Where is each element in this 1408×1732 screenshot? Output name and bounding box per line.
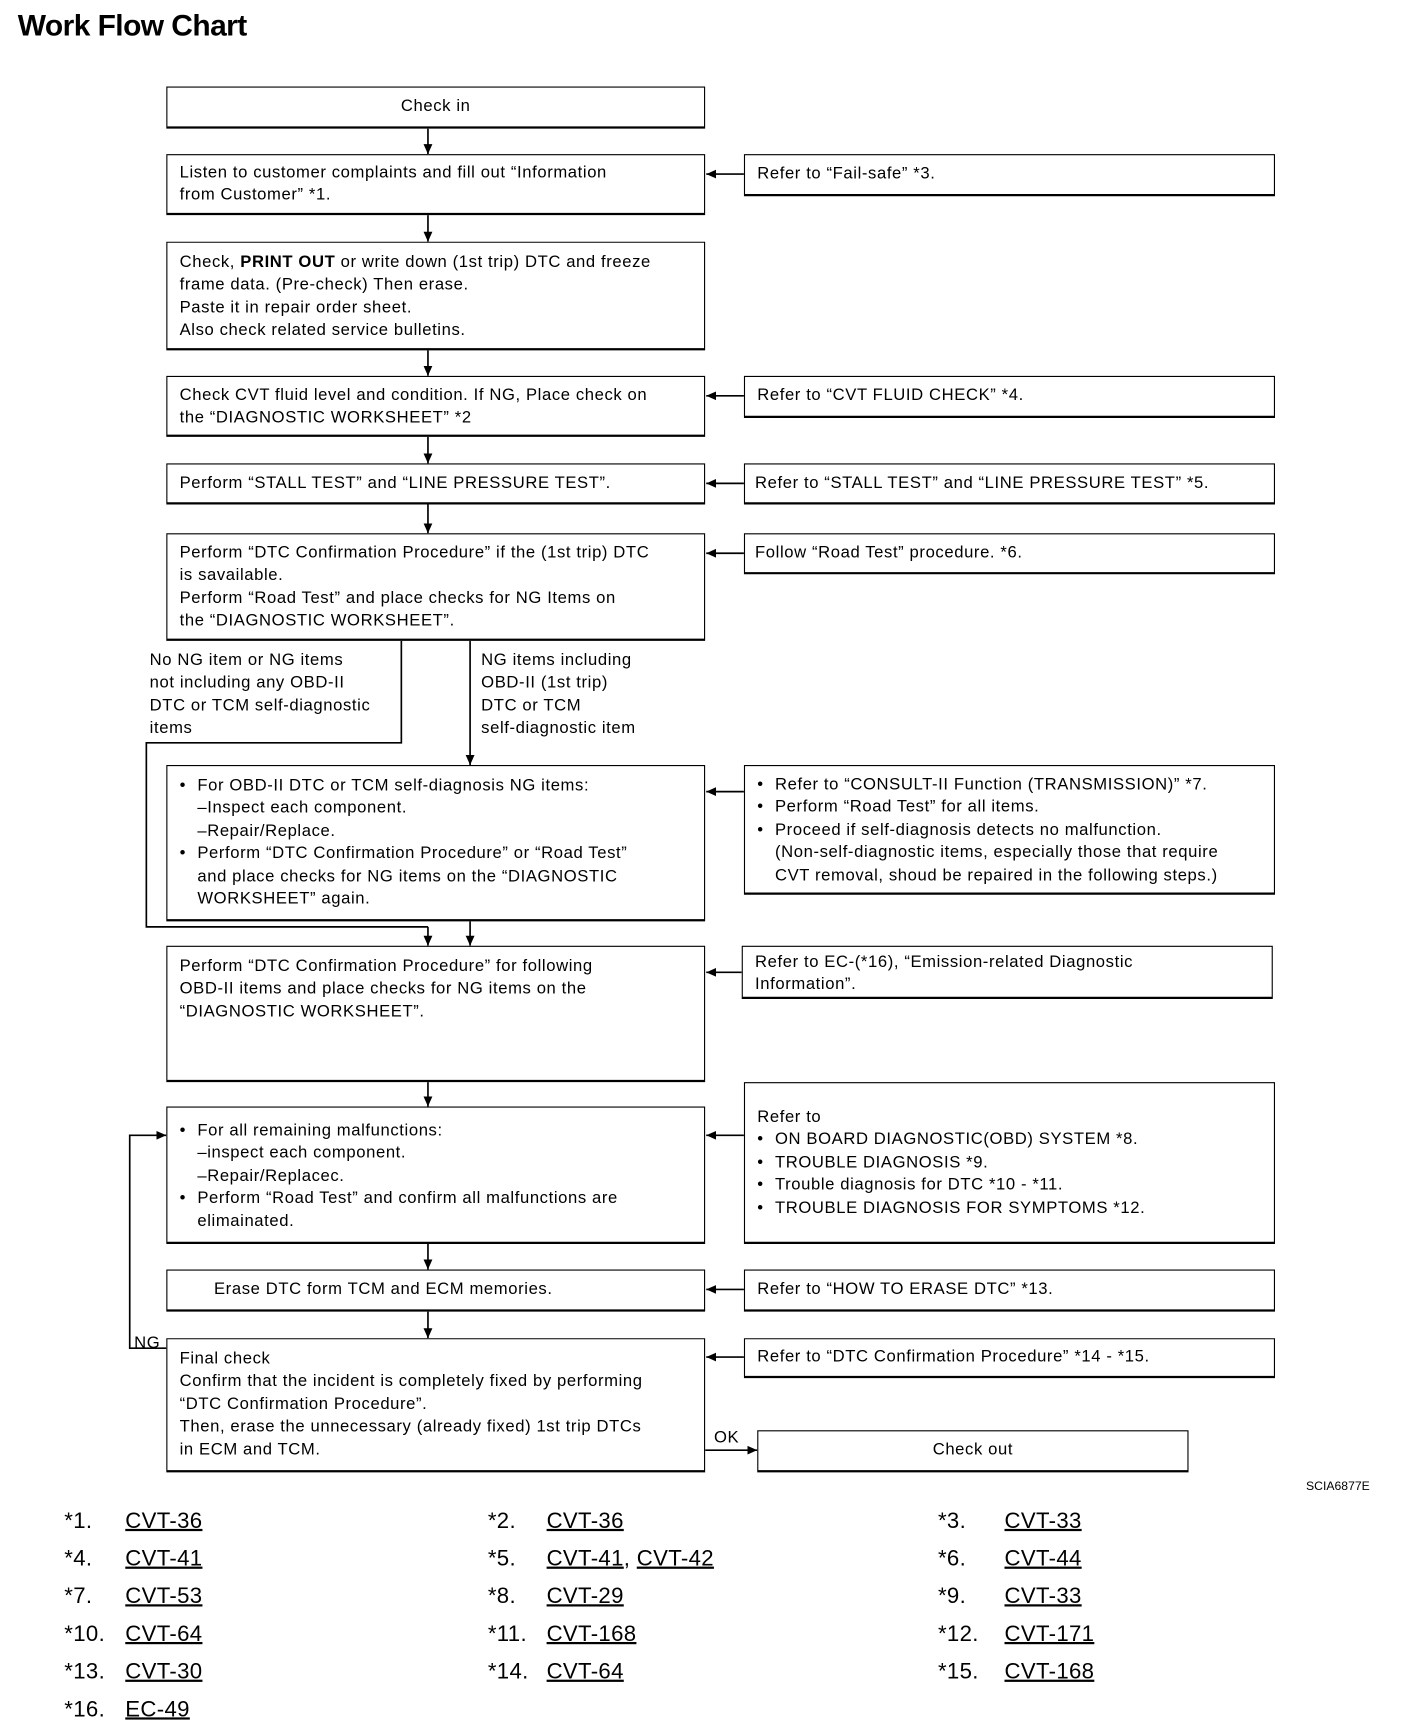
document-code: SCIA6877E bbox=[1306, 1480, 1370, 1494]
ref-erase-box bbox=[744, 1269, 1275, 1311]
footnote-links bbox=[125, 1547, 202, 1573]
fluid-box bbox=[166, 376, 705, 437]
ref-fluid-check-box bbox=[744, 376, 1275, 418]
box-text: Check out bbox=[932, 1440, 1014, 1460]
box-text: Refer to “HOW TO ERASE DTC” *13. bbox=[757, 1279, 1054, 1299]
following-items-box bbox=[166, 946, 705, 1082]
footnote-number: *4. bbox=[64, 1546, 93, 1572]
footnote-number: *5. bbox=[487, 1546, 516, 1572]
footnote-link[interactable]: CVT-64 bbox=[125, 1622, 203, 1647]
print-out-box bbox=[166, 242, 705, 351]
footnote-links bbox=[1004, 1660, 1094, 1686]
footnote-link[interactable]: CVT-30 bbox=[125, 1659, 203, 1685]
box-text: Then, erase the unnecessary (already fixed) 1st trip DTCs bbox=[179, 1417, 642, 1437]
box-text: • For OBD-II DTC or TCM self-diagnosis NG items: bbox=[180, 775, 693, 798]
footnote-number: *13. bbox=[64, 1659, 106, 1685]
box-text: frame data. (Pre-check) Then erase. bbox=[179, 275, 469, 295]
footnote-links bbox=[1004, 1547, 1081, 1573]
footnote-link[interactable]: CVT-41 bbox=[546, 1546, 624, 1572]
footnote-number: *9. bbox=[937, 1584, 967, 1609]
box-text: Refer to bbox=[757, 1107, 822, 1127]
remaining-malfunctions-box bbox=[166, 1106, 705, 1243]
ng-loop-line bbox=[130, 1135, 167, 1348]
footnote-links bbox=[1004, 1622, 1094, 1648]
footnote-links bbox=[547, 1509, 624, 1535]
ref-ec-box bbox=[742, 946, 1273, 999]
footnote-links bbox=[547, 1547, 714, 1573]
box-text: Final check bbox=[179, 1349, 271, 1369]
label-line: OBD-II (1st trip) bbox=[481, 673, 608, 693]
label-line: self-diagnostic item bbox=[481, 718, 636, 738]
bold-text: PRINT OUT bbox=[240, 252, 336, 272]
footnote-links bbox=[1004, 1584, 1081, 1610]
box-text: elimainated. bbox=[197, 1211, 295, 1231]
box-text: Refer to “DTC Confirmation Procedure” *14 - *15. bbox=[757, 1347, 1150, 1367]
ref-stall-box bbox=[744, 463, 1275, 504]
footnote-links bbox=[547, 1660, 624, 1686]
box-text: –Inspect each component. bbox=[197, 798, 408, 818]
ref-diagnosis-box bbox=[744, 1082, 1275, 1244]
box-text: • Trouble diagnosis for DTC *10 - *11. bbox=[757, 1174, 1263, 1197]
obd-items-box bbox=[166, 765, 705, 921]
footnote-number: *6. bbox=[937, 1546, 967, 1572]
footnote-link[interactable]: CVT-33 bbox=[1004, 1508, 1082, 1534]
label-line: not including any OBD-II bbox=[149, 673, 345, 693]
footnote-links bbox=[125, 1697, 190, 1723]
page-title: Work Flow Chart bbox=[17, 8, 247, 43]
box-text: • TROUBLE DIAGNOSIS *9. bbox=[757, 1152, 1263, 1175]
box-text: in ECM and TCM. bbox=[179, 1439, 321, 1459]
listen-box bbox=[166, 154, 705, 215]
box-text: Perform “Road Test” and place checks for NG Items on bbox=[179, 588, 616, 608]
footnote-links bbox=[547, 1584, 624, 1610]
label-line: NG items including bbox=[481, 650, 632, 670]
ok-label: OK bbox=[714, 1428, 740, 1447]
box-text: –Repair/Replace. bbox=[197, 821, 336, 841]
stall-box bbox=[166, 463, 705, 504]
footnote-link[interactable]: CVT-33 bbox=[1004, 1584, 1082, 1609]
footnote-link[interactable]: CVT-29 bbox=[546, 1584, 624, 1609]
box-text: • Proceed if self-diagnosis detects no malfunction. bbox=[757, 819, 1263, 842]
footnote-number: *16. bbox=[64, 1697, 106, 1722]
box-text: Confirm that the incident is completely fixed by performing bbox=[179, 1371, 643, 1391]
box-text: CVT removal, shoud be repaired in the following steps.) bbox=[774, 865, 1218, 885]
box-text: Check CVT fluid level and condition. If NG, Place check on bbox=[179, 385, 648, 405]
box-text: Refer to “Fail-safe” *3. bbox=[757, 164, 936, 184]
footnote-links bbox=[1004, 1509, 1081, 1535]
footnote-number: *10. bbox=[64, 1622, 106, 1647]
label-line: items bbox=[149, 718, 193, 738]
footnote-link[interactable]: CVT-36 bbox=[125, 1508, 203, 1534]
footnote-link[interactable]: CVT-168 bbox=[546, 1622, 637, 1647]
box-text: from Customer” *1. bbox=[179, 185, 332, 205]
box-text: • Perform “Road Test” and confirm all malfunctions are bbox=[180, 1188, 693, 1211]
footnote-link[interactable]: CVT-42 bbox=[636, 1546, 714, 1572]
box-text: the “DIAGNOSTIC WORKSHEET”. bbox=[179, 611, 455, 630]
footnote-number: *12. bbox=[937, 1622, 979, 1647]
dtc-procedure-box bbox=[166, 533, 705, 641]
box-text: Paste it in repair order sheet. bbox=[179, 298, 413, 317]
footnote-link[interactable]: CVT-168 bbox=[1004, 1659, 1095, 1685]
check-in-box bbox=[166, 86, 705, 128]
box-text: Refer to “CVT FLUID CHECK” *4. bbox=[757, 386, 1024, 406]
text: Check, bbox=[179, 252, 241, 272]
ref-road-test-box bbox=[744, 533, 1275, 574]
footnote-links bbox=[125, 1622, 202, 1648]
footnote-links bbox=[125, 1584, 202, 1610]
box-text: Perform “STALL TEST” and “LINE PRESSURE TEST”. bbox=[179, 473, 611, 493]
box-text: Also check related service bulletins. bbox=[179, 320, 466, 340]
footnote-links bbox=[125, 1509, 202, 1535]
footnote-number: *11. bbox=[487, 1622, 527, 1647]
box-text: Refer to “STALL TEST” and “LINE PRESSURE TEST” *5. bbox=[755, 473, 1210, 493]
box-text: Follow “Road Test” procedure. *6. bbox=[755, 543, 1023, 562]
box-text: • TROUBLE DIAGNOSIS FOR SYMPTOMS *12. bbox=[757, 1197, 1263, 1220]
box-text: the “DIAGNOSTIC WORKSHEET” *2 bbox=[179, 408, 472, 428]
box-text: • ON BOARD DIAGNOSTIC(OBD) SYSTEM *8. bbox=[757, 1129, 1263, 1152]
footnote-number: *1. bbox=[64, 1508, 93, 1534]
footnote-links bbox=[125, 1660, 202, 1686]
box-text: Refer to EC-(*16), “Emission-related Diagnostic bbox=[755, 952, 1134, 972]
box-text bbox=[180, 252, 693, 275]
ref-dtc-confirmation-box bbox=[744, 1338, 1275, 1378]
footnote-number: *14. bbox=[487, 1659, 529, 1685]
box-text: –Repair/Replacec. bbox=[197, 1166, 345, 1185]
box-text: Perform “DTC Confirmation Procedure” for following bbox=[179, 956, 593, 976]
box-text: Information”. bbox=[755, 974, 857, 994]
footnote-link[interactable]: CVT-53 bbox=[125, 1584, 203, 1609]
footnote-number: *2. bbox=[487, 1508, 516, 1534]
footnote-number: *7. bbox=[64, 1584, 93, 1609]
footnote-link[interactable]: CVT-171 bbox=[1004, 1622, 1095, 1647]
box-text: OBD-II items and place checks for NG items on the bbox=[179, 979, 587, 999]
footnote-link[interactable]: CVT-64 bbox=[546, 1659, 624, 1685]
box-text: Erase DTC form TCM and ECM memories. bbox=[213, 1279, 553, 1299]
footnote-number: *15. bbox=[937, 1659, 979, 1685]
box-text: is savailable. bbox=[179, 565, 284, 585]
box-text: (Non-self-diagnostic items, especially those that require bbox=[774, 842, 1219, 862]
separator: , bbox=[623, 1546, 637, 1572]
box-text: Check in bbox=[400, 96, 471, 116]
box-text: • For all remaining malfunctions: bbox=[180, 1120, 693, 1143]
footnote-link[interactable]: CVT-41 bbox=[125, 1546, 203, 1572]
footnote-number: *3. bbox=[937, 1508, 967, 1534]
label-line: DTC or TCM bbox=[481, 696, 582, 715]
footnote-links bbox=[547, 1622, 637, 1648]
text: or write down (1st trip) DTC and freeze bbox=[335, 252, 651, 272]
box-text: • Perform “DTC Confirmation Procedure” or “Road Test” bbox=[180, 843, 693, 866]
box-text: “DTC Confirmation Procedure”. bbox=[179, 1394, 428, 1414]
footnote-link[interactable]: CVT-36 bbox=[546, 1508, 624, 1534]
footnote-link[interactable]: CVT-44 bbox=[1004, 1546, 1082, 1572]
box-text: “DIAGNOSTIC WORKSHEET”. bbox=[179, 1002, 425, 1021]
footnote-link[interactable]: EC-49 bbox=[125, 1697, 190, 1722]
box-text: • Refer to “CONSULT-II Function (TRANSMISSION)” *7. bbox=[757, 774, 1263, 797]
ref-failsafe-box bbox=[744, 154, 1275, 196]
branch-left-label bbox=[150, 650, 371, 740]
branch-right-label bbox=[481, 650, 636, 740]
box-text: Perform “DTC Confirmation Procedure” if the (1st trip) DTC bbox=[179, 543, 650, 563]
ref-consult-box bbox=[744, 765, 1275, 895]
box-text: WORKSHEET” again. bbox=[197, 889, 371, 909]
erase-dtc-box bbox=[166, 1269, 705, 1311]
final-check-box bbox=[166, 1338, 705, 1472]
box-text: Listen to customer complaints and fill out “Information bbox=[179, 162, 607, 182]
label-line: No NG item or NG items bbox=[149, 650, 344, 670]
box-text: • Perform “Road Test” for all items. bbox=[757, 796, 1263, 819]
box-text: and place checks for NG items on the “DIAGNOSTIC bbox=[197, 866, 618, 886]
footnote-number: *8. bbox=[487, 1584, 516, 1609]
box-text: –inspect each component. bbox=[197, 1143, 407, 1163]
label-line: DTC or TCM self-diagnostic bbox=[149, 696, 371, 715]
check-out-box bbox=[757, 1430, 1188, 1472]
ng-label: NG bbox=[134, 1333, 161, 1353]
